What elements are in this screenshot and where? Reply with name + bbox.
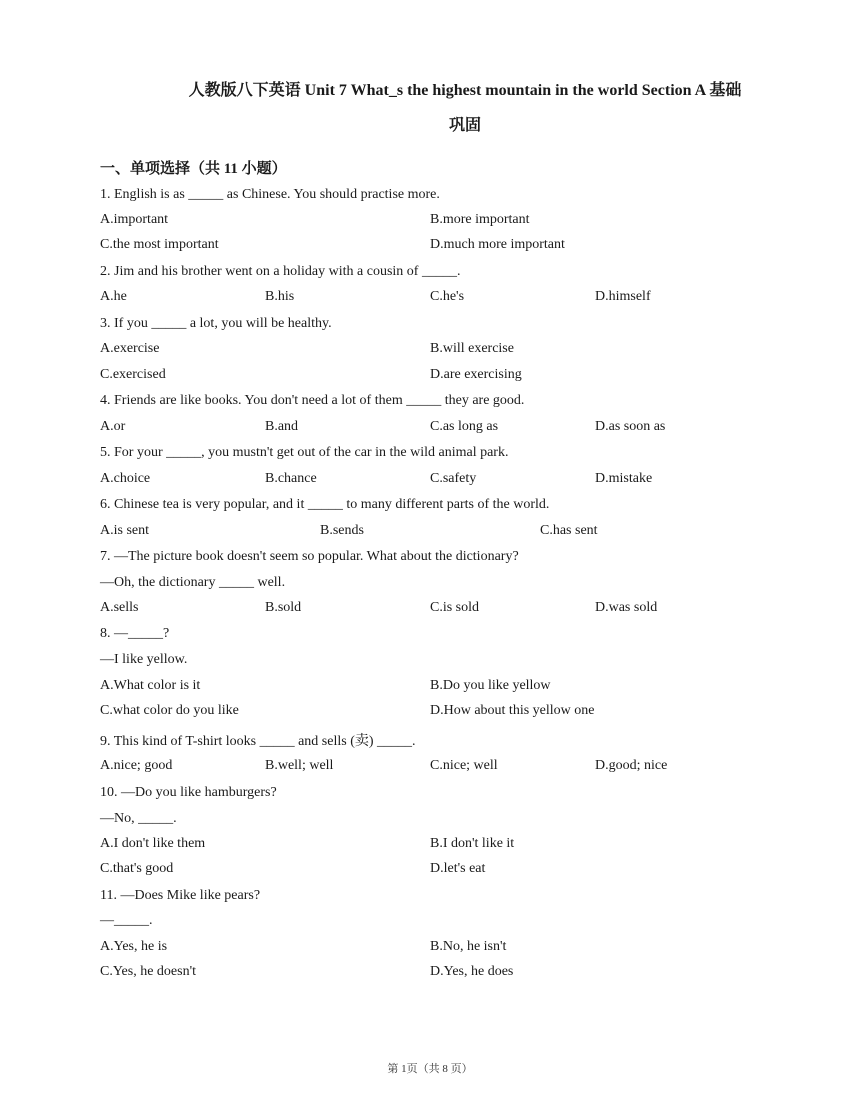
- question-4-option-b: B.and: [265, 419, 299, 434]
- question-9-option-d: D.good; nice: [595, 758, 668, 773]
- question-7-reply: —Oh, the dictionary _____ well.: [100, 575, 286, 590]
- question-2-option-b: B.his: [265, 289, 295, 304]
- question-4-option-d: D.as soon as: [595, 419, 666, 434]
- question-1-stem: 1. English is as _____ as Chinese. You should practise more.: [100, 187, 440, 202]
- question-7-option-a: A.sells: [100, 600, 139, 615]
- question-8-option-c: C.what color do you like: [100, 703, 239, 718]
- question-8-stem: 8. —_____?: [100, 626, 170, 641]
- question-1-option-a: A.important: [100, 212, 169, 227]
- question-4-option-a: A.or: [100, 419, 126, 434]
- question-8-reply: —I like yellow.: [100, 652, 188, 667]
- document-title: 人教版八下英语 Unit 7 What_s the highest mountain in the world Section A 基础: [188, 82, 742, 99]
- question-11-option-b: B.No, he isn't: [430, 939, 507, 954]
- question-5-stem: 5. For your _____, you mustn't get out of the car in the wild animal park.: [100, 445, 509, 460]
- question-10-reply: —No, _____.: [100, 811, 177, 826]
- question-6-option-c: C.has sent: [540, 523, 598, 538]
- question-3-option-d: D.are exercising: [430, 367, 522, 382]
- question-9-option-c: C.nice; well: [430, 758, 498, 773]
- question-4-stem: 4. Friends are like books. You don't need a lot of them _____ they are good.: [100, 393, 525, 408]
- question-5-option-a: A.choice: [100, 471, 151, 486]
- question-9-option-a: A.nice; good: [100, 758, 173, 773]
- question-11-option-c: C.Yes, he doesn't: [100, 964, 196, 979]
- question-11-stem: 11. —Does Mike like pears?: [100, 888, 261, 903]
- question-1-option-c: C.the most important: [100, 237, 219, 252]
- question-4-option-c: C.as long as: [430, 419, 499, 434]
- question-8-option-d: D.How about this yellow one: [430, 703, 595, 718]
- question-1-option-d: D.much more important: [430, 237, 565, 252]
- question-3-option-c: C.exercised: [100, 367, 166, 382]
- question-3-option-a: A.exercise: [100, 341, 160, 356]
- question-5-option-d: D.mistake: [595, 471, 653, 486]
- question-3-stem: 3. If you _____ a lot, you will be healthy.: [100, 316, 332, 331]
- question-10-option-d: D.let's eat: [430, 861, 486, 876]
- question-7-option-d: D.was sold: [595, 600, 658, 615]
- question-9-stem: 9. This kind of T-shirt looks _____ and sells (卖) _____.: [100, 734, 416, 749]
- question-8-option-a: A.What color is it: [100, 678, 201, 693]
- section-heading: 一、单项选择（共 11 小题）: [100, 161, 287, 177]
- question-2-option-a: A.he: [100, 289, 127, 304]
- question-9-option-b: B.well; well: [265, 758, 334, 773]
- question-6-option-b: B.sends: [320, 523, 364, 538]
- question-3-option-b: B.will exercise: [430, 341, 514, 356]
- question-6-stem: 6. Chinese tea is very popular, and it _____ to many different parts of the world.: [100, 497, 550, 512]
- question-2-option-c: C.he's: [430, 289, 465, 304]
- question-2-option-d: D.himself: [595, 289, 651, 304]
- page-footer: 第 1页（共 8 页）: [387, 1063, 473, 1075]
- question-6-option-a: A.is sent: [100, 523, 149, 538]
- question-7-stem: 7. —The picture book doesn't seem so popular. What about the dictionary?: [100, 549, 519, 564]
- question-5-option-c: C.safety: [430, 471, 477, 486]
- question-11-option-d: D.Yes, he does: [430, 964, 514, 979]
- question-1-option-b: B.more important: [430, 212, 530, 227]
- question-10-stem: 10. —Do you like hamburgers?: [100, 785, 277, 800]
- question-5-option-b: B.chance: [265, 471, 317, 486]
- question-8-option-b: B.Do you like yellow: [430, 678, 551, 693]
- question-2-stem: 2. Jim and his brother went on a holiday with a cousin of _____.: [100, 264, 461, 279]
- question-10-option-a: A.I don't like them: [100, 836, 206, 851]
- question-10-option-c: C.that's good: [100, 861, 174, 876]
- question-7-option-c: C.is sold: [430, 600, 480, 615]
- question-11-option-a: A.Yes, he is: [100, 939, 168, 954]
- document-title-continued: 巩固: [448, 117, 481, 134]
- question-10-option-b: B.I don't like it: [430, 836, 515, 851]
- question-11-reply: —_____.: [100, 913, 153, 928]
- question-7-option-b: B.sold: [265, 600, 302, 615]
